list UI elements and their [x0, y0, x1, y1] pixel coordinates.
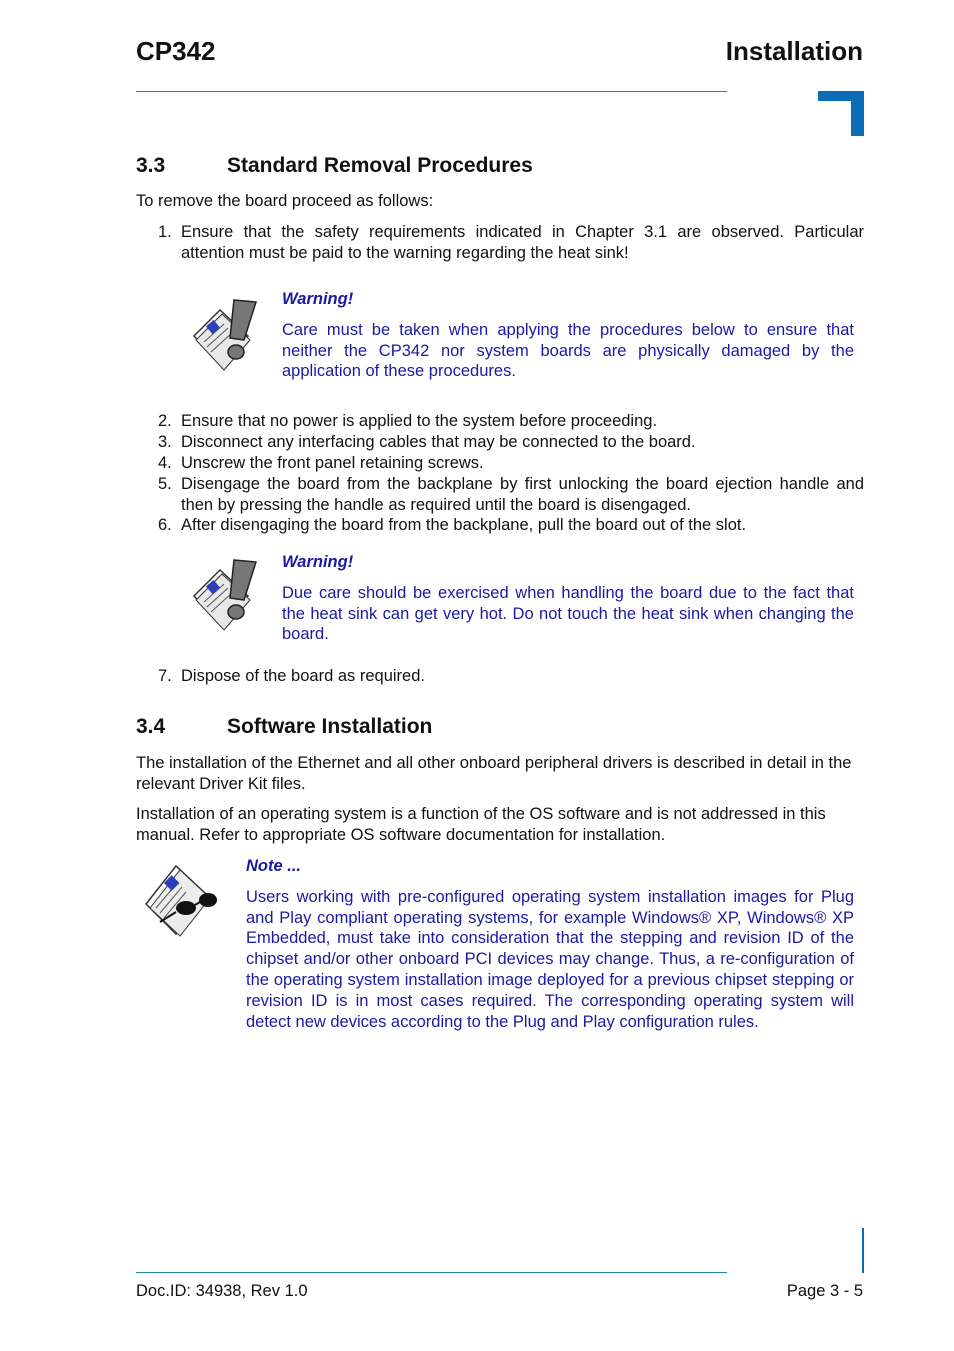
- footer-mark: [862, 1228, 864, 1273]
- list-item: 4. Unscrew the front panel retaining screws.: [158, 454, 484, 472]
- footer-rule: [136, 1272, 727, 1273]
- header-rule: [136, 91, 727, 92]
- warning-text: Care must be taken when applying the procedures below to ensure that neither the CP342 nor system boards are physically damaged by the application of these procedures.: [282, 320, 854, 381]
- corner-mark-vertical: [851, 91, 864, 136]
- header-product: CP342: [136, 36, 216, 66]
- note-text: Users working with pre-configured operating system installation images for Plug and Play compliant operating systems, for example Windows® XP, Windows® XP Embedded, must take into consideration that the stepping and revision ID of the chipset and/or other onboard PCI devices may change. Thus, a re-configuration of the operating system installation image deployed for a previous chipset stepping or revision ID is in most cases required. The corresponding operating system will detect new devices according to the Plug and Play configuration rules.: [246, 887, 854, 1031]
- warning-title: Warning!: [282, 553, 354, 571]
- doc-id: Doc.ID: 34938, Rev 1.0: [136, 1282, 308, 1300]
- note-icon: [142, 860, 222, 938]
- list-item: 6. After disengaging the board from the backplane, pull the board out of the slot.: [158, 516, 747, 534]
- page-number: Page 3 - 5: [786, 1282, 863, 1300]
- list-item: 5. Disengage the board from the backplane by first unlocking the board ejection handle and then by pressing the handle as required until the board is disengaged.: [158, 475, 864, 514]
- note-callout: [246, 856, 854, 1032]
- list-item: 7. Dispose of the board as required.: [158, 667, 425, 685]
- section-heading-3-3: 3.3 Standard Removal Procedures: [136, 154, 533, 177]
- warning-callout: [282, 289, 854, 382]
- warning-callout: [282, 552, 854, 645]
- body-paragraph: Installation of an operating system is a function of the OS software and is not addressed in this manual. Refer to appropriate OS software documentation for installation.: [136, 805, 826, 844]
- list-item: 2. Ensure that no power is applied to the system before proceeding.: [158, 412, 658, 430]
- body-paragraph: The installation of the Ethernet and all other onboard peripheral drivers is described in detail in the relevant Driver Kit files.: [136, 754, 852, 793]
- header-chapter: Installation: [725, 36, 863, 66]
- warning-icon: [190, 556, 266, 632]
- warning-title: Warning!: [282, 290, 354, 308]
- warning-icon: [190, 296, 266, 372]
- list-item: 3. Disconnect any interfacing cables that may be connected to the board.: [158, 433, 696, 451]
- note-title: Note ...: [246, 857, 302, 875]
- warning-text: Due care should be exercised when handling the board due to the fact that the heat sink can get very hot. Do not touch the heat sink when changing the board.: [282, 583, 854, 644]
- list-item: 1. Ensure that the safety requirements indicated in Chapter 3.1 are observed. Particular attention must be paid to the warning regarding the heat sink!: [158, 223, 864, 262]
- intro-text: To remove the board proceed as follows:: [136, 192, 434, 210]
- section-heading-3-4: 3.4 Software Installation: [136, 715, 433, 738]
